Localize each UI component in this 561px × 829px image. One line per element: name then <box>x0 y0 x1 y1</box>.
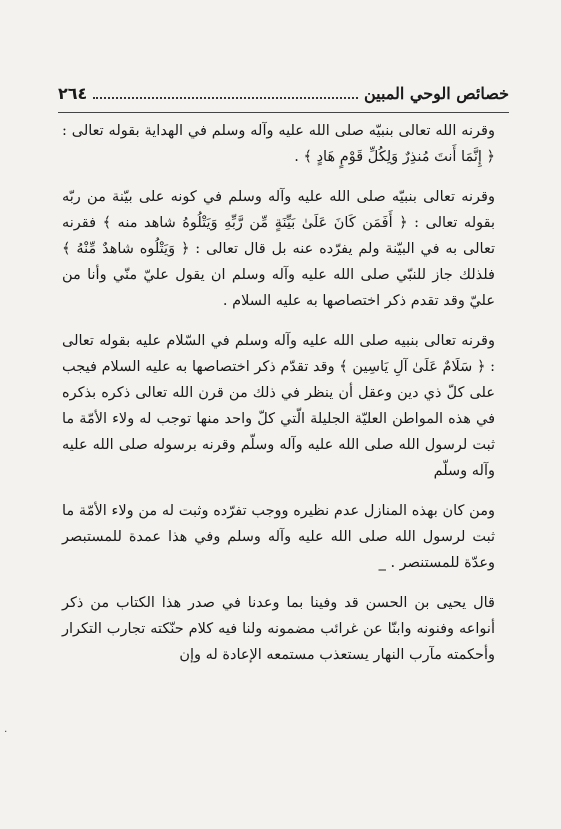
paragraph-marker: _ <box>378 555 386 571</box>
paragraph-text: ومن كان بهذه المنازل عدم نظيره ووجب تفرّده وثبت له من ولاء الأمّة ما ثبت لرسول الله صلى الله عليه وآله وسلم وفي هذا عمدة للمستبصر وعدّة للمستنصر . <box>62 503 495 571</box>
paragraph <box>62 498 495 576</box>
page-number: ٢٦٤ <box>58 84 88 103</box>
paragraph-text: وقرنه تعالى بنبيّه صلى الله عليه وآله وسلم في كونه على بيّنة من ربّه بقوله تعالى : ﴿ أَفَمَن كَانَ عَلَىٰ بَيِّنَةٍ مِّن رَّبِّهِ وَيَتْلُوهُ شاهد منه ﴾ فقرنه تعالى به في البيّنة ولم يفرّده عنه بل قال تعالى : ﴿ وَيَتْلُوه شاهدٌ مِّنْهُ ﴾ فلذلك جاز للنبّي صلى الله عليه وآله وسلم ان يقول عليّ منّي وأنا من عليّ وقد تقدم ذكر اختصاصها به عليه السلام . <box>62 189 495 309</box>
margin-mark: ۰ <box>3 726 9 737</box>
header-rule <box>58 112 509 113</box>
paragraph <box>62 184 495 314</box>
paragraph <box>62 590 495 668</box>
paragraph-text: قال يحيى بن الحسن قد وفينا بما وعدنا في صدر هذا الكتاب من ذكر أنواعه وفنونه وابنّا عن غرائب مضمونه ولنا فيه كلام حنّكته تجارب التكرار وأحكمته مآرب النهار يستعذب مستمعه الإعادة له وإن <box>62 595 495 663</box>
page-body <box>62 118 495 682</box>
paragraph-text: وقرنه الله تعالى بنبيّه صلى الله عليه وآله وسلم في الهداية بقوله تعالى : ﴿ إِنَّمَا أَنتَ مُنذِرٌ وَلِكُلِّ قَوْمٍ هَادٍ ﴾ . <box>62 123 495 165</box>
paragraph <box>62 118 495 170</box>
leader-dots <box>93 96 358 99</box>
paragraph <box>62 328 495 484</box>
running-header <box>58 84 509 110</box>
paragraph-text: وقرنه تعالى بنبيه صلى الله عليه وآله وسلم في السّلام عليه بقوله تعالى : ﴿ سَلَامٌ عَلَىٰ آلِ يَاسِين ﴾ وقد تقدّم ذكر اختصاصها به عليه السلام فيجب على كلّ ذي دين وعقل أن ينظر في ذلك من قرن الله تعالى ذكره بذكره في هذه المواطن العليّة الجليلة الّتي كلّ واحد منها توجب له ولاء الأمّة ما ثبت لرسول الله صلى الله عليه وآله وسلّم وقرنه برسوله صلى الله عليه وآله وسلّم <box>62 333 495 479</box>
running-title: خصائص الوحي المبين <box>363 84 509 103</box>
